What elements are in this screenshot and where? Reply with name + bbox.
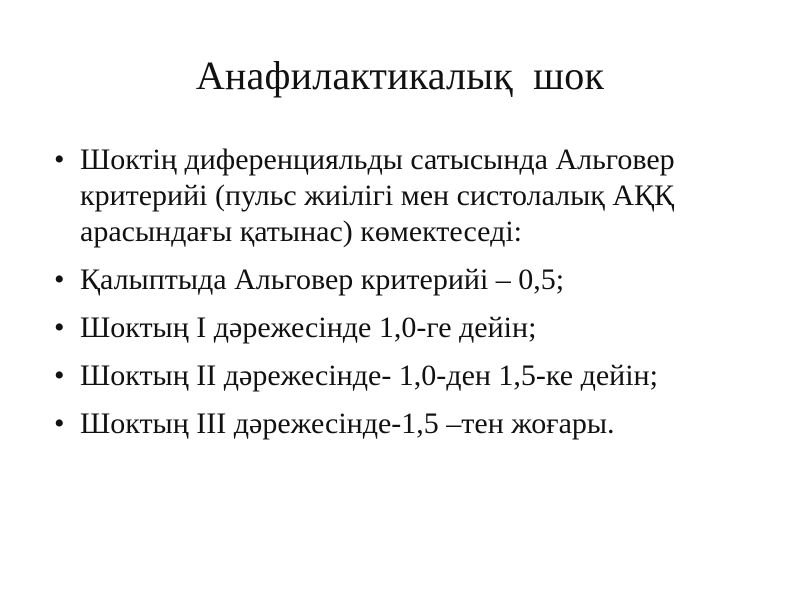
bullet-text: Шоктың ІІ дәрежесінде- 1,0-ден 1,5-ке дейін; <box>80 359 658 392</box>
bullet-text: Қалыптыда Альговер критерийі – 0,5; <box>80 263 565 296</box>
bullet-dot-icon: • <box>54 311 65 344</box>
bullet-item <box>54 262 754 298</box>
slide-title: Анафилактикалық шок <box>195 53 605 98</box>
bullet-item <box>54 310 754 346</box>
bullet-text: Шоктың ІІІ дәрежесінде-1,5 –тен жоғары. <box>80 407 615 440</box>
bullet-dot-icon: • <box>54 143 65 176</box>
bullet-dot-icon: • <box>54 263 65 296</box>
bullet-dot-icon: • <box>54 407 65 440</box>
bullet-item <box>54 358 754 394</box>
bullet-item <box>54 142 754 250</box>
bullet-list <box>54 142 754 454</box>
bullet-item <box>54 406 754 442</box>
bullet-text: Шоктың І дәрежесінде 1,0-ге дейін; <box>80 311 537 344</box>
bullet-text: Шоктің диференцияльды сатысында Альговер критерийі (пульс жиілігі мен систолалық АҚҚ арасындағы қатынас) көмектеседі: <box>80 143 675 248</box>
bullet-dot-icon: • <box>54 359 65 392</box>
